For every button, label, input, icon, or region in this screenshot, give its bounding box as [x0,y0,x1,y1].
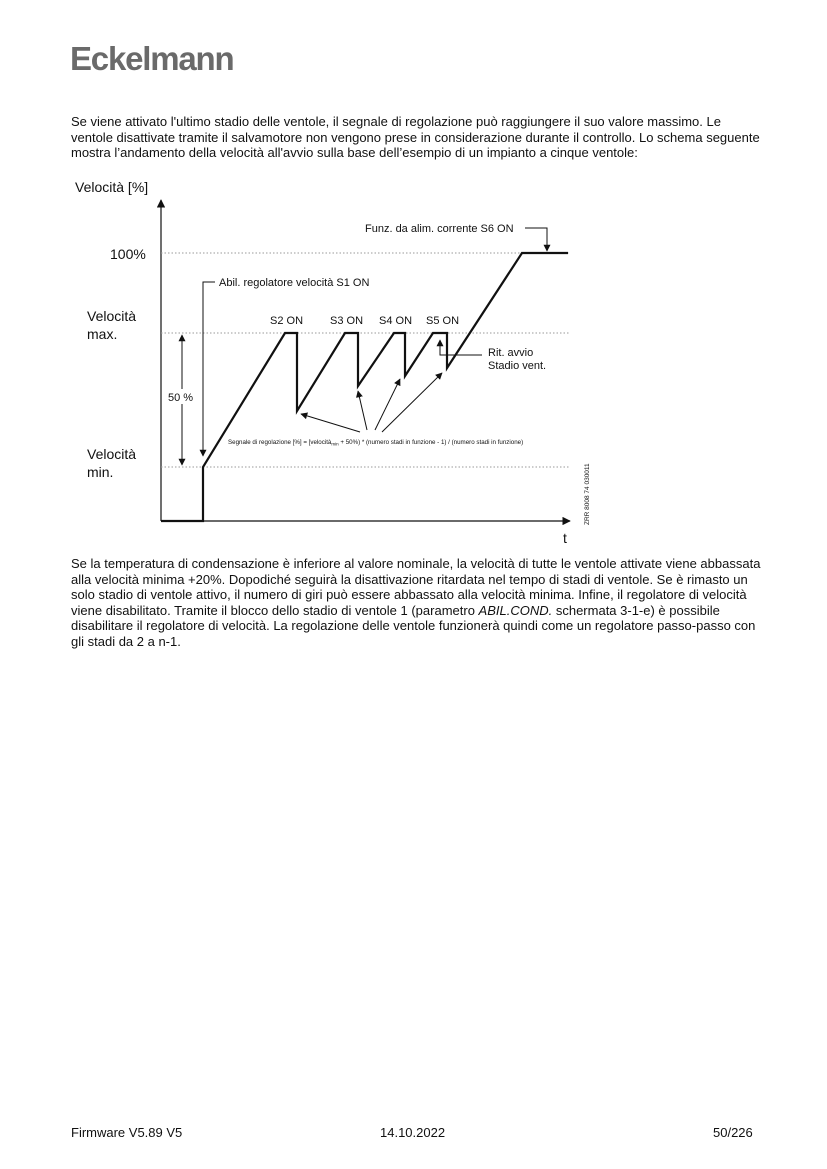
figure-id: ZRR 8008 74 030011 [584,463,591,525]
label-s3: S3 ON [330,315,364,327]
s6-leader [525,228,547,251]
formula-arrow-2 [358,391,367,430]
footer-date: 14.10.2022 [380,1125,446,1140]
formula-arrow-1 [301,414,360,432]
label-100: 100% [110,246,146,262]
formula-arrow-4 [382,373,442,432]
abil-cond-param: ABIL.COND. [478,602,553,618]
eckelmann-logo: Eckelmann [70,40,234,77]
label-s1: Abil. regolatore velocità S1 ON [219,277,370,289]
footer-firmware: Firmware V5.89 V5 [71,1125,183,1140]
label-vmin-1: Velocità [87,446,137,462]
intro-paragraph: Se viene attivato l'ultimo stadio delle ventole, il segnale di regolazione può raggiungere il suo valore massimo. Le ventole disattivate tramite il salvamotore non vengono prese in considerazione durante il controllo. Lo schema seguente mostra l’andamento della velocità all'avvio sulla base dell’esempio di un impianto a cinque ventole: [71,114,760,160]
x-axis-label: t [563,530,567,546]
label-vmax-1: Velocità [87,308,137,324]
label-s5: S5 ON [426,315,460,327]
label-s4: S4 ON [379,315,413,327]
speed-diagram [70,178,600,548]
label-s6: Funz. da alim. corrente S6 ON [365,223,514,235]
body-paragraph-part-b: schermata 3-1-e) è possibile disabilitare il regolatore di velocità. La regolazione delle ventole funzionerà quindi come un regolatore passo-passo con gli stadi da 2 a n-1. [71,602,756,649]
y-axis-label: Velocità [%] [75,179,149,195]
label-vmax-2: max. [87,326,118,342]
body-paragraph [71,556,761,649]
body-paragraph-part-a: Se la temperatura di condensazione è inferiore al valore nominale, la velocità di tutte le ventole attivate viene abbassata alla velocità minima +20%. Dopodiché seguirà la disattivazione ritardata nel tempo di stadi di ventole. Se è rimasto un solo stadio di ventole attivo, il numero di giri può essere abbassato alla velocità minima. Infine, il regolatore di velocità viene disabilitato. Tramite il blocco dello stadio di ventole 1 (parametro [71,556,761,618]
label-rit-1: Rit. avvio [488,347,534,359]
formula-arrow-3 [375,379,400,430]
footer-page-number: 50/226 [713,1125,753,1140]
label-50: 50 % [168,392,194,404]
label-rit-2: Stadio vent. [488,360,547,372]
speed-curve [161,253,568,521]
label-s2: S2 ON [270,315,304,327]
formula-text: Segnale di regolazione [%] = [velocità$_{min}$ + 50%) * (numero stadi in funzione - 1) / (numero stadi in funzione) [228,439,524,447]
label-vmin-2: min. [87,464,114,480]
s1-leader [203,282,215,456]
